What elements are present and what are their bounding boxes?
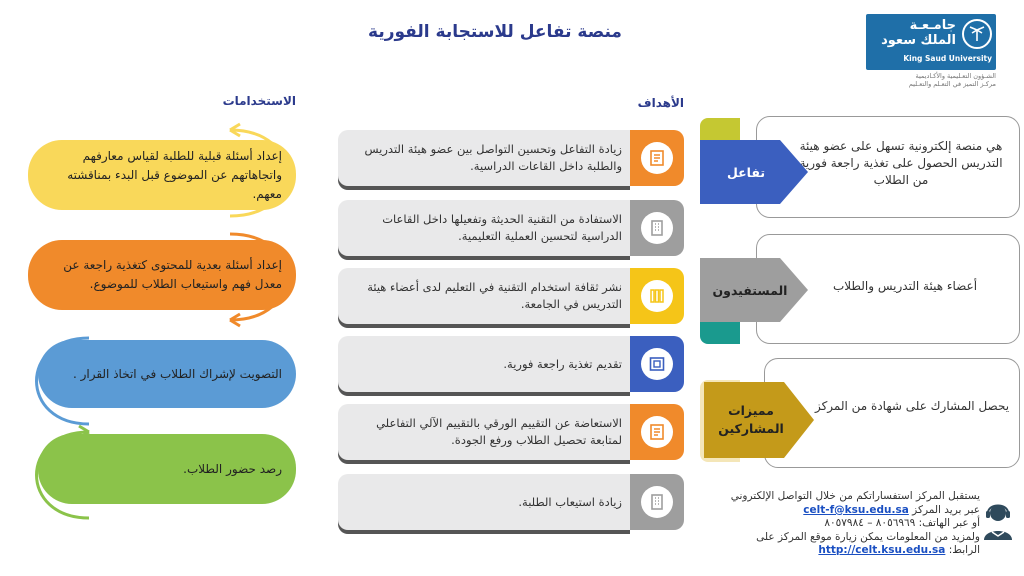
use-item [38,434,296,504]
goal-icon-box [630,200,684,256]
contact-email-label: عبر بريد المركز [912,503,980,516]
logo-subtitle-1: الشـؤون التعـليمية والأكـاديمية [915,72,996,80]
contact-url-link[interactable]: http://celt.ksu.edu.sa [818,544,946,556]
document-icon [641,142,673,174]
contact-line-4: ولمزيد من المعلومات يمكن زيارة موقع المركز على [756,530,980,543]
goals-heading: الأهداف [637,96,684,110]
goal-body [338,404,630,460]
goal-item [338,404,684,462]
goal-item [338,200,684,258]
building-icon [641,212,673,244]
goal-item [338,130,684,188]
goal-body [338,200,630,256]
use-item [28,140,296,210]
goal-icon-box [630,474,684,530]
definition-text: أعضاء هيئة التدريس والطلاب [832,279,978,293]
use-text: رصد حضور الطلاب. [183,461,282,476]
goal-text: الاستعاضة عن التقييم الورقي بالتقييم الآلي التفاعلي لمتابعة تحصيل الطلاب ورفع الجودة. [376,416,622,447]
logo-name-en: King Saud University [903,54,992,63]
goal-text: تقديم تغذية راجعة فورية. [503,356,622,371]
goal-icon-box [630,404,684,460]
goal-body [338,336,630,392]
definition-tag: تفاعل [726,164,766,180]
goal-item [338,268,684,326]
goal-text: زيادة استيعاب الطلبة. [518,494,622,509]
support-agent-icon [980,500,1016,540]
use-text: إعداد أسئلة بعدية للمحتوى كتغذية راجعة عن معدل فهم واستيعاب الطلاب للموضوع. [63,258,282,291]
logo-name-ar: جامـعـة الملك سعود [881,18,956,48]
use-text: التصويت لإشراك الطلاب في اتخاذ القرار . [72,366,282,381]
page-title: منصة تفاعل للاستجابة الفورية [368,22,622,42]
goal-body [338,474,630,530]
contact-email-link[interactable]: celt-f@ksu.edu.sa [803,503,909,516]
contact-url-line [704,544,980,558]
goal-icon-box [630,268,684,324]
goal-body [338,130,630,186]
goal-icon-box [630,336,684,392]
use-item [38,340,296,408]
palm-emblem-icon [962,19,992,49]
uses-heading: الاستخدامات [222,94,296,108]
goal-item [338,474,684,532]
university-logo [866,14,996,88]
building-icon [641,486,673,518]
goal-item [338,336,684,394]
use-text: إعداد أسئلة قبلية للطلبة لقياس معارفهم واتجاهاتهم عن الموضوع قبل البدء بمناقشته معهم. [67,148,282,201]
contact-line-1: يستقبل المركز استفساراتكم من خلال التواصل الإلكتروني [730,490,980,502]
goal-text: نشر ثقافة استخدام التقنية في التعليم لدى أعضاء هيئة التدريس في الجامعة. [367,280,622,311]
logo-subtitle [866,72,996,88]
goal-text: الاستفادة من التقنية الحديثة وتفعيلها داخل القاعات الدراسية لتحسين العملية التعليمية. [382,212,622,243]
goal-text: زيادة التفاعل وتحسين التواصل بين عضو هيئة التدريس والطلبة داخل القاعات الدراسية. [364,142,622,173]
definition-tag: المستفيدون [712,282,788,298]
safe-icon [641,348,673,380]
contact-phone: أو عبر الهاتف: ٨٠٥٦٩٦٩ – ٨٠٥٧٩٨٤ [824,517,980,529]
document-icon [641,416,673,448]
logo-box [866,14,996,70]
goal-body [338,268,630,324]
books-icon [641,280,673,312]
contact-url-label: الرابط: [948,544,980,556]
contact-info [704,490,980,558]
definition-tag: مميزات المشاركين [718,403,784,436]
contact-email-line [704,504,980,518]
use-item [28,240,296,310]
definition-text: يحصل المشارك على شهادة من المركز [814,399,1010,413]
definition-text: هي منصة إلكترونية تسهل على عضو هيئة التدريس الحصول على تغذية راجعة فورية من الطلاب [799,139,1003,187]
logo-subtitle-2: مركـز التميز في التعـلم والتعـليم [908,80,996,88]
goal-icon-box [630,130,684,186]
